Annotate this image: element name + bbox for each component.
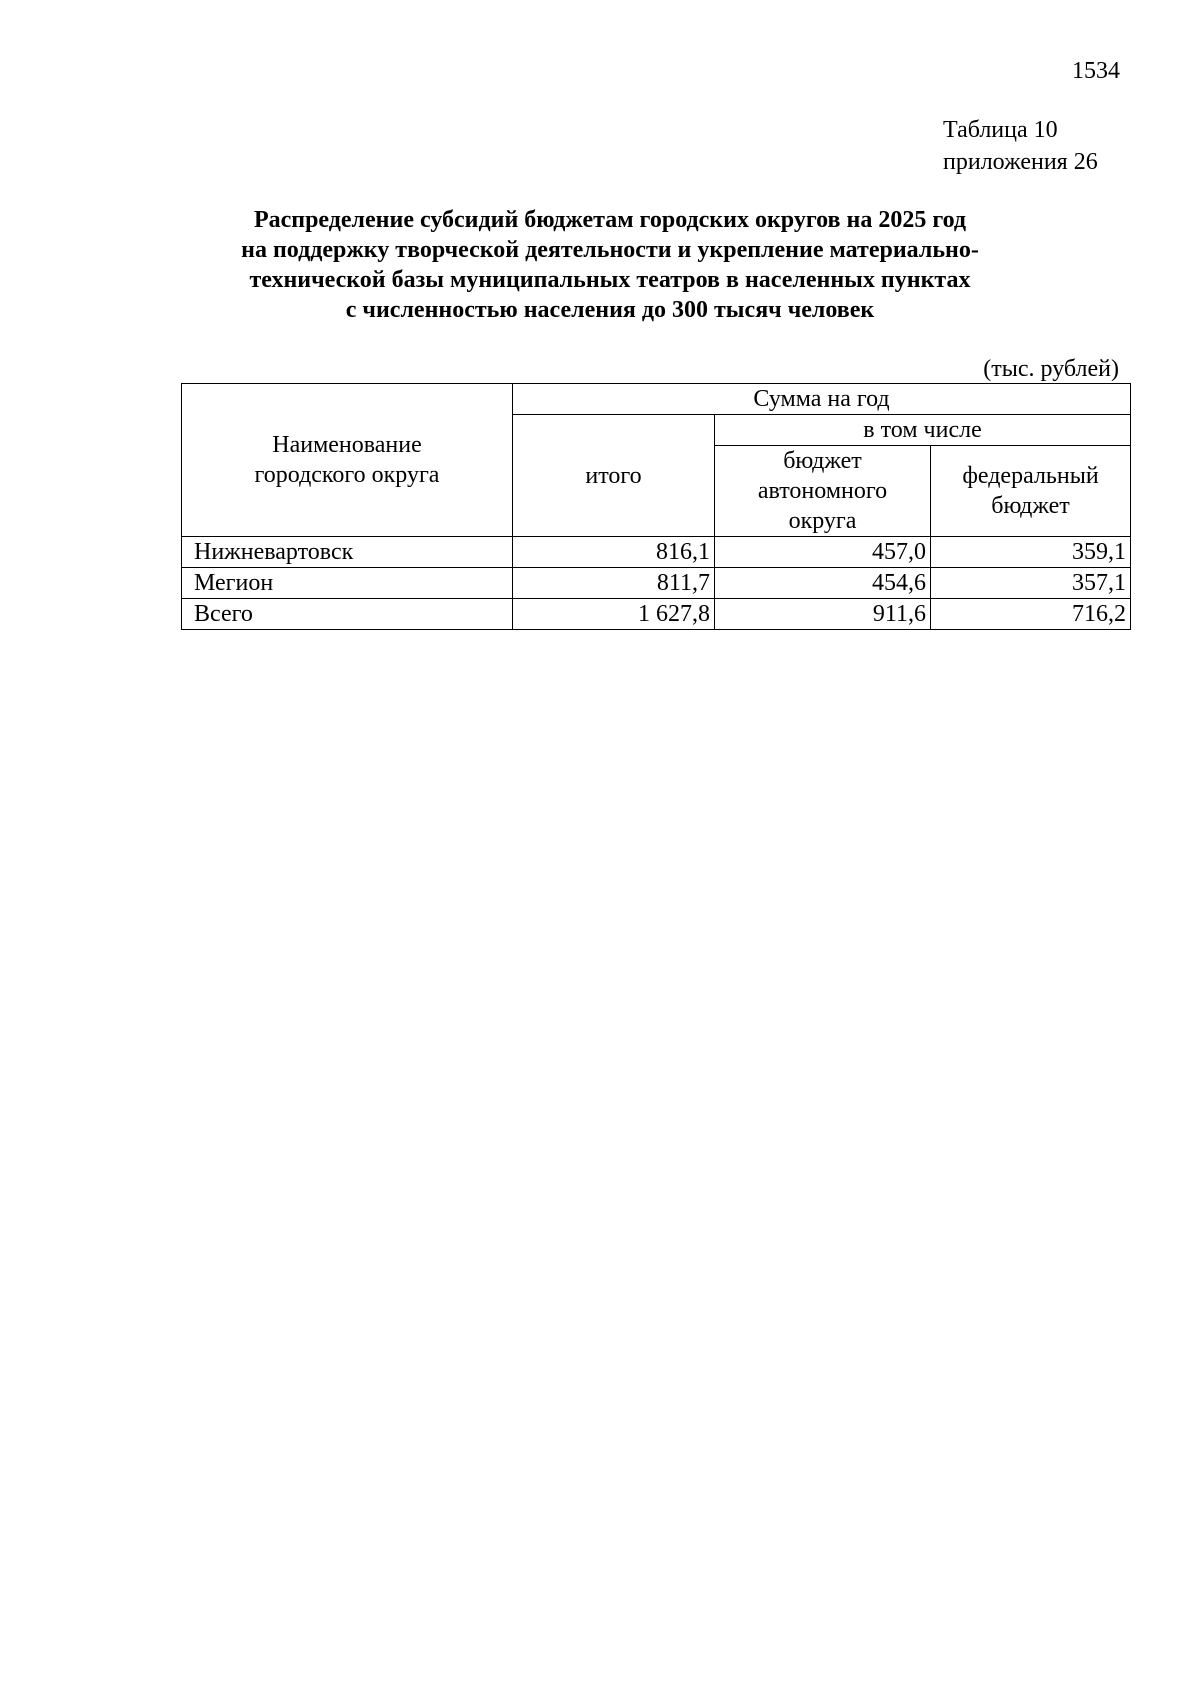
table-reference bbox=[943, 114, 1098, 178]
units-label: (тыс. рублей) bbox=[983, 356, 1119, 382]
header-federal-line: бюджет bbox=[991, 493, 1070, 519]
cell-name: Нижневартовск bbox=[182, 537, 513, 568]
title-line: на поддержку творческой деятельности и укрепление материально- bbox=[241, 237, 979, 263]
cell-total: 811,7 bbox=[513, 568, 715, 599]
header-district-line: округа bbox=[788, 508, 857, 534]
header-district-line: бюджет bbox=[783, 448, 862, 474]
page-number: 1534 bbox=[1072, 58, 1120, 84]
table-reference-line: приложения 26 bbox=[943, 149, 1098, 175]
header-total: итого bbox=[513, 415, 715, 537]
cell-district: 454,6 bbox=[715, 568, 931, 599]
table-reference-line: Таблица 10 bbox=[943, 117, 1058, 143]
subsidies-table bbox=[181, 383, 1131, 630]
header-name bbox=[182, 384, 513, 537]
cell-federal: 359,1 bbox=[931, 537, 1131, 568]
title-line: технической базы муниципальных театров в населенных пунктах bbox=[249, 267, 971, 293]
cell-district: 911,6 bbox=[715, 599, 931, 630]
cell-federal: 357,1 bbox=[931, 568, 1131, 599]
header-name-line: Наименование bbox=[272, 432, 422, 458]
header-federal-line: федеральный bbox=[962, 463, 1099, 489]
cell-federal: 716,2 bbox=[931, 599, 1131, 630]
summary-row bbox=[182, 599, 1131, 630]
cell-total: 1 627,8 bbox=[513, 599, 715, 630]
cell-name: Всего bbox=[182, 599, 513, 630]
header-including: в том числе bbox=[715, 415, 1131, 446]
cell-total: 816,1 bbox=[513, 537, 715, 568]
title-line: Распределение субсидий бюджетам городских округов на 2025 год bbox=[253, 207, 967, 233]
header-federal-budget bbox=[931, 446, 1131, 537]
header-name-line: городского округа bbox=[254, 462, 440, 488]
header-district-line: автономного bbox=[757, 478, 888, 504]
cell-district: 457,0 bbox=[715, 537, 931, 568]
header-district-budget bbox=[715, 446, 931, 537]
document-title bbox=[180, 205, 1040, 325]
table-row bbox=[182, 568, 1131, 599]
header-sum: Сумма на год bbox=[513, 384, 1131, 415]
cell-name: Мегион bbox=[182, 568, 513, 599]
title-line: с численностью населения до 300 тысяч человек bbox=[345, 297, 875, 323]
table-row bbox=[182, 537, 1131, 568]
